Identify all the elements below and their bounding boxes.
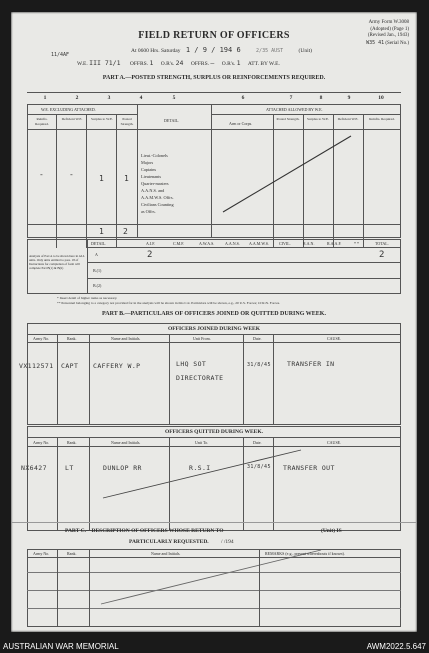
form-adopted: (Adopted) (Page 1) bbox=[370, 26, 409, 32]
form-revised: (Revised Jan., 1943) bbox=[367, 33, 409, 38]
part-a-title: PART A.—POSTED STRENGTH, SURPLUS OR REINFORCEMENTS REQUIRED. bbox=[102, 75, 326, 81]
quitted-date: 31/8/45 bbox=[247, 464, 271, 470]
quitted-rank: LT bbox=[65, 464, 74, 472]
joined-name: CAFFERY W.P bbox=[93, 362, 141, 370]
quitted-name: DUNLOP RR bbox=[103, 464, 142, 472]
we-line: W.E. III 71/1 OFFRS. 1 O.R's. 24 OFFRS. — O.R's. 1 ATT. BY W.E. bbox=[77, 59, 280, 67]
part-c-title: PART C.—DESCRIPTION OF OFFICERS WHOSE RETURN TO bbox=[65, 528, 224, 534]
we-handwritten: III 71/1 bbox=[89, 59, 121, 67]
total-2: 2 bbox=[123, 227, 128, 236]
form-number: Army Form W.3008 bbox=[368, 20, 409, 25]
joined-cause: TRANSFER IN bbox=[287, 360, 335, 368]
unit-handwritten: 2/35 AUST bbox=[256, 48, 284, 54]
date-line: At 0600 Hrs. Saturday 1 / 9 / 194 6 2/35 AUST (Unit) bbox=[131, 46, 312, 54]
form-title: FIELD RETURN OF OFFICERS bbox=[138, 30, 290, 41]
footer-left: AUSTRALIAN WAR MEMORIAL bbox=[3, 642, 119, 651]
footer-right: AWM2022.5.647 bbox=[366, 642, 426, 651]
joined-unit-2: DIRECTORATE bbox=[176, 374, 224, 382]
strike-lines bbox=[11, 12, 417, 632]
quitted-unit: R.S.I bbox=[189, 464, 211, 472]
part-c-table bbox=[27, 549, 401, 627]
part-b-title: PART B.—PARTICULARS OF OFFICERS JOINED OR QUITTED DURING WEEK. bbox=[102, 311, 326, 317]
date-handwritten: 1 / 9 / 194 6 bbox=[185, 46, 241, 54]
joined-unit: LHQ SOT bbox=[176, 360, 207, 368]
form-serial: W35 41 (Serial No.) bbox=[366, 39, 409, 46]
quitted-table bbox=[27, 426, 401, 531]
part-a-strike bbox=[223, 136, 351, 212]
total-value: 2 bbox=[379, 250, 385, 260]
document-page: Army Form W.3008 (Adopted) (Page 1) (Revised Jan., 1943) W35 41 (Serial No.) FIELD RETURN OF OFFICERS At 0600 Hrs. Saturday 1 / 9 / 194 6 2/35 AUST (Unit) 11/4AF W.E. III 71/1 OFFRS. 1 O.R's. 24 OFFRS. — O.R's. 1 ATT. BY W.E. PART A.—POSTED STRENGTH, SURPLUS OR REINFORCEMENTS REQUIRED. 1 2 3 4 5 6 7 8 9 10 W.E. EXCLUDING ATTACHED. ATTACHED ALLOWED BY W.E. Reinfts. Required. Deficient W.E. Surplus to W.E. Posted Strength. DETAIL. Arm or Corps. Posted Strength. Surplus to W.E. Deficient W.E. Reinfts. Required. Lieut.-Colonels Majors Captains Lieutenants Quarter-masters A.A.N.S. and A.A.M.W.S. Offrs. Civilians Counting as Offrs. - - 1 1 1 2 Analysis of Part A to be shown here in ALL units. Only units entitled to para. 18 of Instructions for completion of form will complete Part B(1) & B(ii) DETAIL. A.I.F. C.M.F. A.W.A.S. A.A.N.S. A.A.M.W.S. CIVIL. R.A.N. R.A.A.F. * * TOTAL. A B.(1) B.(2) 2 2 * Insert detail of higher ranks as necessary. ** Personnel belonging to a category not provided for in the analysis will be shown in this Col. Particulars will be shown, e.g., 20 U.S. Forces; 10 R.N. Forces. PART B.—PARTICULARS OF OFFICERS JOINED OR QUITTED DURING WEEK. OFFICERS JOINED DURING WEEK Army No. Rank. Name and Initials. Unit From. Date. CAUSE. VX112571 CAPT CAFFERY W.P LHQ SOT DIRECTORATE 31/8/45 TRANSFER IN OFFICERS QUITTED DURING WEEK. Army No. Rank. Name and Initials. Unit To. Date. CAUSE. NX6427 LT DUNLOP RR R.S.I 31/8/45 TRANSFER OUT PART C.—DESCRIPTION OF OFFICERS WHOSE RETURN TO (Unit) IS PARTICULARLY REQUESTED. / /194 Army No. Rank. Name and Initials. REMARKS (e.g., present whereabouts if known). bbox=[11, 12, 417, 632]
aif-value: 2 bbox=[147, 250, 153, 260]
rank-list: Lieut.-Colonels Majors Captains Lieutenants Quarter-masters A.A.N.S. and A.A.M.W.S. Offrs. Civilians Counting as Offrs. bbox=[141, 153, 174, 214]
total-1: 1 bbox=[99, 227, 104, 236]
quitted-army-no: NX6427 bbox=[21, 464, 47, 472]
serial-handwritten: W35 41 bbox=[366, 39, 385, 46]
joined-rank: CAPT bbox=[61, 362, 79, 370]
joined-army-no: VX112571 bbox=[19, 362, 54, 370]
quitted-cause: TRANSFER OUT bbox=[283, 464, 335, 472]
footer-bar bbox=[0, 640, 429, 653]
top-handwritten-note: 11/4AF bbox=[51, 52, 70, 58]
joined-date: 31/8/45 bbox=[247, 362, 271, 368]
